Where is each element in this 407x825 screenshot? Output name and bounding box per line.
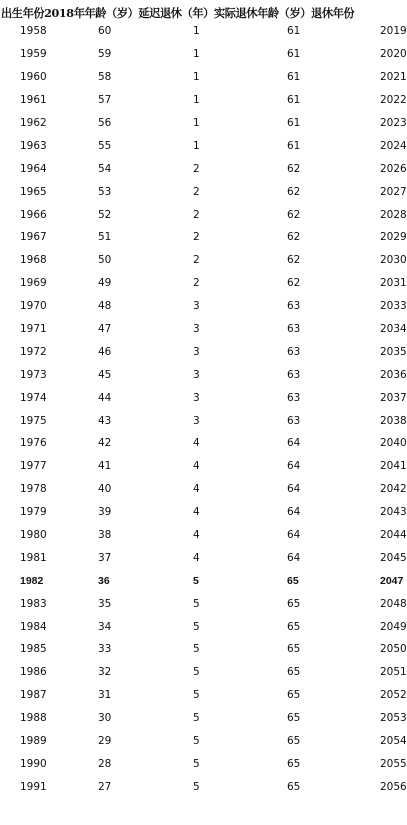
table-body — [0, 20, 407, 798]
cell-retire-year: 2035 — [380, 345, 407, 358]
cell-delay: 1 — [193, 117, 200, 129]
cell-retire-year: 2051 — [380, 666, 407, 679]
cell-birth-year: 1964 — [20, 162, 47, 175]
header-delay: 延迟退休（年） — [138, 6, 214, 20]
cell-age-2018: 47 — [98, 323, 112, 336]
cell-retire-year: 2047 — [380, 574, 404, 587]
cell-delay: 4 — [193, 551, 200, 564]
header-retire-year: 退休年份 — [311, 6, 355, 20]
cell-age-2018: 39 — [98, 506, 112, 519]
cell-actual-age: 63 — [287, 414, 301, 427]
cell-retire-year: 2037 — [380, 391, 407, 404]
cell-retire-year: 2038 — [380, 414, 407, 427]
cell-birth-year: 1972 — [20, 345, 47, 358]
cell-actual-age: 63 — [287, 345, 301, 358]
cell-birth-year: 1983 — [20, 597, 47, 610]
cell-retire-year: 2048 — [380, 597, 407, 610]
table-row — [0, 684, 407, 707]
cell-retire-year: 2055 — [380, 757, 407, 770]
table-row — [0, 340, 407, 363]
cell-delay: 2 — [193, 254, 200, 267]
cell-retire-year: 2052 — [380, 689, 407, 702]
cell-age-2018: 41 — [98, 460, 112, 473]
cell-age-2018: 27 — [98, 780, 112, 793]
cell-age-2018: 53 — [98, 185, 112, 198]
cell-delay: 2 — [193, 162, 200, 175]
header-age-2018: 2018年年龄（岁） — [44, 6, 139, 20]
table-row — [0, 43, 407, 66]
table-row — [0, 455, 407, 478]
cell-actual-age: 65 — [287, 666, 301, 679]
table-row — [0, 569, 403, 592]
cell-actual-age: 62 — [287, 185, 301, 198]
cell-actual-age: 64 — [287, 551, 301, 564]
cell-retire-year: 2044 — [380, 529, 407, 542]
cell-delay: 1 — [193, 94, 200, 107]
table-row — [0, 386, 407, 409]
cell-birth-year: 1977 — [20, 460, 47, 473]
cell-delay: 5 — [193, 643, 200, 656]
cell-delay: 2 — [193, 185, 200, 198]
cell-actual-age: 61 — [287, 25, 301, 38]
cell-actual-age: 63 — [287, 391, 301, 404]
cell-actual-age: 64 — [287, 483, 301, 496]
cell-age-2018: 52 — [98, 208, 112, 221]
cell-retire-year: 2023 — [380, 117, 407, 129]
cell-actual-age: 62 — [287, 231, 301, 244]
table-row — [0, 134, 407, 157]
cell-retire-year: 2031 — [380, 277, 407, 290]
cell-age-2018: 37 — [98, 551, 112, 564]
cell-actual-age: 63 — [287, 368, 301, 381]
cell-birth-year: 1978 — [20, 483, 47, 496]
table-row — [0, 66, 407, 89]
cell-actual-age: 65 — [287, 597, 301, 610]
cell-delay: 5 — [193, 712, 200, 725]
cell-age-2018: 28 — [98, 757, 112, 770]
cell-actual-age: 61 — [287, 117, 301, 129]
cell-delay: 4 — [193, 483, 200, 496]
cell-birth-year: 1981 — [20, 551, 47, 564]
cell-birth-year: 1958 — [20, 25, 47, 38]
table-row — [0, 615, 407, 638]
cell-actual-age: 62 — [287, 208, 301, 221]
cell-retire-year: 2056 — [380, 780, 407, 793]
cell-birth-year: 1962 — [20, 117, 47, 129]
cell-retire-year: 2019 — [380, 25, 407, 38]
cell-actual-age: 64 — [287, 437, 301, 450]
cell-birth-year: 1960 — [20, 71, 47, 84]
cell-delay: 5 — [193, 574, 199, 587]
cell-delay: 3 — [193, 391, 200, 404]
cell-birth-year: 1959 — [20, 48, 47, 61]
cell-delay: 5 — [193, 735, 200, 748]
table-row — [0, 775, 407, 798]
cell-age-2018: 43 — [98, 414, 112, 427]
cell-retire-year: 2045 — [380, 551, 407, 564]
cell-delay: 1 — [193, 139, 200, 152]
table-row — [0, 432, 407, 455]
table-row — [0, 524, 407, 547]
table-row — [0, 89, 407, 112]
cell-actual-age: 63 — [287, 300, 301, 313]
cell-retire-year: 2020 — [380, 48, 407, 61]
cell-actual-age: 62 — [287, 277, 301, 290]
cell-age-2018: 45 — [98, 368, 112, 381]
cell-delay: 4 — [193, 506, 200, 519]
cell-delay: 5 — [193, 666, 200, 679]
table-row — [0, 112, 407, 135]
cell-birth-year: 1976 — [20, 437, 47, 450]
cell-actual-age: 65 — [287, 574, 299, 587]
table-row — [0, 501, 407, 524]
cell-birth-year: 1980 — [20, 529, 47, 542]
table-row — [0, 272, 407, 295]
table-row — [0, 157, 407, 180]
cell-actual-age: 61 — [287, 48, 301, 61]
cell-age-2018: 36 — [98, 574, 110, 587]
cell-age-2018: 48 — [98, 300, 112, 313]
cell-birth-year: 1975 — [20, 414, 47, 427]
cell-retire-year: 2050 — [380, 643, 407, 656]
cell-delay: 5 — [193, 780, 200, 793]
table-row — [0, 363, 407, 386]
cell-age-2018: 34 — [98, 620, 112, 633]
cell-actual-age: 65 — [287, 757, 301, 770]
cell-birth-year: 1986 — [20, 666, 47, 679]
cell-retire-year: 2027 — [380, 185, 407, 198]
cell-retire-year: 2049 — [380, 620, 407, 633]
cell-delay: 4 — [193, 437, 200, 450]
cell-delay: 1 — [193, 48, 200, 61]
cell-birth-year: 1971 — [20, 323, 47, 336]
cell-birth-year: 1963 — [20, 139, 47, 152]
cell-age-2018: 51 — [98, 231, 112, 244]
cell-retire-year: 2054 — [380, 735, 407, 748]
table-row — [0, 478, 407, 501]
table-row — [0, 661, 407, 684]
cell-retire-year: 2028 — [380, 208, 407, 221]
cell-birth-year: 1966 — [20, 208, 47, 221]
cell-age-2018: 54 — [98, 162, 112, 175]
cell-retire-year: 2022 — [380, 94, 407, 107]
cell-birth-year: 1985 — [20, 643, 47, 656]
cell-birth-year: 1965 — [20, 185, 47, 198]
cell-delay: 3 — [193, 414, 200, 427]
cell-age-2018: 56 — [98, 117, 112, 129]
cell-age-2018: 50 — [98, 254, 112, 267]
cell-age-2018: 58 — [98, 71, 112, 84]
cell-delay: 5 — [193, 597, 200, 610]
cell-retire-year: 2021 — [380, 71, 407, 84]
cell-birth-year: 1973 — [20, 368, 47, 381]
cell-age-2018: 57 — [98, 94, 112, 107]
cell-birth-year: 1968 — [20, 254, 47, 267]
cell-age-2018: 31 — [98, 689, 112, 702]
cell-age-2018: 49 — [98, 277, 112, 290]
cell-birth-year: 1979 — [20, 506, 47, 519]
table-header — [0, 0, 403, 20]
cell-delay: 3 — [193, 368, 200, 381]
cell-retire-year: 2030 — [380, 254, 407, 267]
cell-age-2018: 30 — [98, 712, 112, 725]
cell-delay: 5 — [193, 620, 200, 633]
cell-retire-year: 2053 — [380, 712, 407, 725]
cell-actual-age: 62 — [287, 162, 301, 175]
cell-age-2018: 35 — [98, 597, 112, 610]
table-row — [0, 707, 407, 730]
table-row — [0, 249, 407, 272]
cell-retire-year: 2036 — [380, 368, 407, 381]
cell-age-2018: 32 — [98, 666, 112, 679]
cell-age-2018: 55 — [98, 139, 112, 152]
cell-actual-age: 65 — [287, 735, 301, 748]
cell-birth-year: 1969 — [20, 277, 47, 290]
table-row — [0, 546, 407, 569]
cell-actual-age: 61 — [287, 139, 301, 152]
cell-delay: 5 — [193, 757, 200, 770]
cell-delay: 1 — [193, 71, 200, 84]
cell-birth-year: 1970 — [20, 300, 47, 313]
cell-actual-age: 64 — [287, 460, 301, 473]
cell-delay: 2 — [193, 231, 200, 244]
cell-birth-year: 1987 — [20, 689, 47, 702]
cell-actual-age: 65 — [287, 780, 301, 793]
cell-retire-year: 2034 — [380, 323, 407, 336]
cell-retire-year: 2029 — [380, 231, 407, 244]
cell-retire-year: 2024 — [380, 139, 407, 152]
cell-delay: 5 — [193, 689, 200, 702]
cell-delay: 3 — [193, 300, 200, 313]
cell-actual-age: 61 — [287, 71, 301, 84]
cell-age-2018: 29 — [98, 735, 112, 748]
table-row — [0, 226, 407, 249]
cell-actual-age: 65 — [287, 620, 301, 633]
cell-retire-year: 2033 — [380, 300, 407, 313]
cell-birth-year: 1988 — [20, 712, 47, 725]
cell-age-2018: 44 — [98, 391, 112, 404]
table-row — [0, 730, 407, 753]
table-row — [0, 180, 407, 203]
cell-birth-year: 1982 — [20, 574, 44, 587]
table-row — [0, 753, 407, 776]
header-birth-year: 出生年份 — [1, 6, 45, 20]
cell-retire-year: 2041 — [380, 460, 407, 473]
cell-delay: 4 — [193, 460, 200, 473]
cell-actual-age: 65 — [287, 643, 301, 656]
cell-birth-year: 1961 — [20, 94, 47, 107]
cell-delay: 3 — [193, 323, 200, 336]
cell-retire-year: 2026 — [380, 162, 407, 175]
cell-actual-age: 63 — [287, 323, 301, 336]
cell-actual-age: 64 — [287, 529, 301, 542]
cell-retire-year: 2040 — [380, 437, 407, 450]
cell-birth-year: 1989 — [20, 735, 47, 748]
cell-retire-year: 2043 — [380, 506, 407, 519]
table-row — [0, 592, 407, 615]
cell-birth-year: 1974 — [20, 391, 47, 404]
table-row — [0, 295, 407, 318]
cell-actual-age: 62 — [287, 254, 301, 267]
cell-age-2018: 42 — [98, 437, 112, 450]
cell-delay: 3 — [193, 345, 200, 358]
cell-age-2018: 40 — [98, 483, 112, 496]
cell-age-2018: 33 — [98, 643, 112, 656]
cell-actual-age: 65 — [287, 689, 301, 702]
cell-actual-age: 65 — [287, 712, 301, 725]
header-actual-age: 实际退休年龄（岁） — [213, 6, 312, 20]
cell-age-2018: 38 — [98, 529, 112, 542]
table-row — [0, 203, 407, 226]
cell-age-2018: 60 — [98, 25, 112, 38]
cell-age-2018: 46 — [98, 345, 112, 358]
cell-delay: 4 — [193, 529, 200, 542]
cell-age-2018: 59 — [98, 48, 112, 61]
table-row — [0, 20, 407, 43]
cell-birth-year: 1984 — [20, 620, 47, 633]
table-row — [0, 318, 407, 341]
table-row — [0, 638, 407, 661]
cell-birth-year: 1967 — [20, 231, 47, 244]
cell-birth-year: 1991 — [20, 780, 47, 793]
cell-actual-age: 61 — [287, 94, 301, 107]
cell-delay: 2 — [193, 208, 200, 221]
cell-delay: 1 — [193, 25, 200, 38]
table-row — [0, 409, 407, 432]
cell-birth-year: 1990 — [20, 757, 47, 770]
cell-retire-year: 2042 — [380, 483, 407, 496]
cell-delay: 2 — [193, 277, 200, 290]
cell-actual-age: 64 — [287, 506, 301, 519]
